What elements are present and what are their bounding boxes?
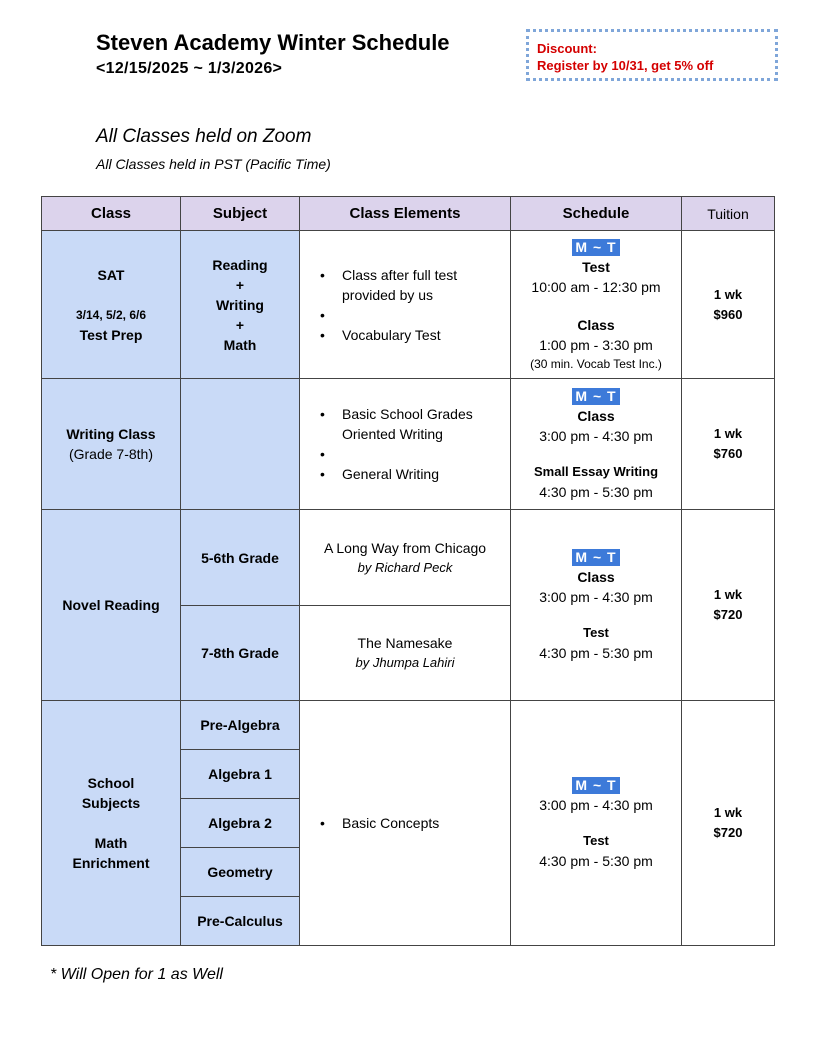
tuition-cell-sat [682, 231, 775, 379]
table-row-novel-5-6 [42, 510, 775, 606]
session-time: 4:30 pm - 5:30 pm [539, 484, 653, 500]
session-time: 1:00 pm - 3:30 pm [539, 336, 653, 353]
column-header-class-elements: Class Elements [300, 197, 511, 231]
discount-box [526, 29, 778, 81]
subject-line: Reading [212, 256, 268, 273]
book-author: by Richard Peck [357, 559, 453, 575]
column-header-subject: Subject [181, 197, 300, 231]
tuition-duration: 1 wk [713, 805, 743, 820]
subject-cell-novel-7-8: 7-8th Grade [181, 606, 300, 701]
class-cell-novel [42, 510, 181, 701]
list-item: • Basic School Grades Oriented Writing [320, 404, 510, 444]
session-time: 3:00 pm - 4:30 pm [539, 797, 653, 813]
class-name: Subjects [81, 795, 141, 811]
book-title: The Namesake [357, 635, 453, 651]
days-badge: M ~ T [572, 549, 619, 566]
page-title: Steven Academy Winter Schedule [96, 30, 450, 55]
session-time: 3:00 pm - 4:30 pm [539, 589, 653, 605]
class-subtitle: Math [94, 835, 128, 851]
table-row-writing [42, 379, 775, 510]
subject-cell-pre-algebra: Pre-Algebra [181, 701, 300, 750]
subject-cell-writing [181, 379, 300, 510]
list-item: • Vocabulary Test [320, 325, 510, 345]
subject-line: Math [223, 336, 257, 353]
days-badge: M ~ T [572, 388, 619, 405]
days-badge: M ~ T [572, 239, 619, 256]
table-row-sat [42, 231, 775, 379]
class-name: SAT [97, 266, 125, 283]
class-cell-sat [42, 231, 181, 379]
list-item: • Basic Concepts [320, 813, 510, 833]
subject-cell-algebra-1: Algebra 1 [181, 750, 300, 799]
discount-text: Register by 10/31, get 5% off [537, 58, 714, 73]
class-subtitle: Test Prep [79, 326, 143, 343]
session-label: Class [577, 569, 615, 585]
subject-line: + [235, 316, 245, 333]
elements-cell-novel-7-8 [300, 606, 511, 701]
tuition-price: $720 [713, 607, 743, 622]
subject-cell-geometry: Geometry [181, 848, 300, 897]
elements-cell-novel-5-6 [300, 510, 511, 606]
tuition-duration: 1 wk [713, 587, 743, 602]
tuition-cell-writing [682, 379, 775, 510]
sat-test-dates: 3/14, 5/2, 6/6 [75, 307, 147, 322]
tuition-price: $960 [713, 306, 743, 322]
class-grade: (Grade 7-8th) [68, 446, 154, 462]
session-note: (30 min. Vocab Test Inc.) [530, 356, 662, 371]
column-header-class: Class [42, 197, 181, 231]
class-name: School [87, 775, 135, 791]
session-label: Small Essay Writing [533, 464, 659, 479]
class-name: Writing Class [66, 426, 156, 442]
schedule-table [41, 196, 775, 946]
subject-line: Writing [216, 296, 264, 313]
subject-cell-sat [181, 231, 300, 379]
schedule-cell-sat [511, 231, 682, 379]
class-name: Novel Reading [62, 597, 160, 613]
discount-label: Discount: [537, 41, 597, 56]
tuition-cell-novel [682, 510, 775, 701]
column-header-tuition: Tuition [682, 197, 775, 231]
table-header-row [42, 197, 775, 231]
tuition-price: $760 [713, 446, 743, 461]
session-label: Test [583, 625, 609, 640]
subject-cell-algebra-2: Algebra 2 [181, 799, 300, 848]
list-item: • General Writing [320, 464, 510, 484]
subject-cell-pre-calculus: Pre-Calculus [181, 897, 300, 946]
session-label: Test [582, 258, 610, 275]
days-badge: M ~ T [572, 777, 619, 794]
schedule-cell-novel [511, 510, 682, 701]
list-spacer [320, 444, 510, 464]
elements-cell-sat [300, 231, 511, 379]
tuition-price: $720 [713, 825, 743, 840]
class-subtitle: Enrichment [72, 855, 150, 871]
timezone-note: All Classes held in PST (Pacific Time) [96, 156, 331, 172]
book-title: A Long Way from Chicago [323, 539, 487, 556]
session-time: 10:00 am - 12:30 pm [531, 278, 661, 295]
session-time: 4:30 pm - 5:30 pm [539, 853, 653, 869]
subject-cell-novel-5-6: 5-6th Grade [181, 510, 300, 606]
footnote: * Will Open for 1 as Well [50, 966, 223, 983]
list-item: • Class after full test provided by us [320, 265, 510, 305]
schedule-date-range: <12/15/2025 ~ 1/3/2026> [96, 60, 283, 77]
class-cell-school [42, 701, 181, 946]
session-label: Class [577, 408, 615, 424]
book-author: by Jhumpa Lahiri [355, 655, 455, 670]
session-label: Test [583, 833, 609, 848]
zoom-note: All Classes held on Zoom [96, 126, 312, 147]
tuition-duration: 1 wk [713, 286, 743, 302]
elements-cell-writing [300, 379, 511, 510]
schedule-cell-school [511, 701, 682, 946]
schedule-cell-writing [511, 379, 682, 510]
tuition-cell-school [682, 701, 775, 946]
class-cell-writing [42, 379, 181, 510]
session-time: 3:00 pm - 4:30 pm [539, 428, 653, 444]
elements-cell-school [300, 701, 511, 946]
column-header-schedule: Schedule [511, 197, 682, 231]
subject-line: + [235, 276, 245, 293]
tuition-duration: 1 wk [713, 426, 743, 441]
session-time: 4:30 pm - 5:30 pm [539, 645, 653, 661]
list-spacer [320, 305, 510, 325]
table-row-school-pre-algebra [42, 701, 775, 750]
session-label: Class [577, 316, 615, 333]
